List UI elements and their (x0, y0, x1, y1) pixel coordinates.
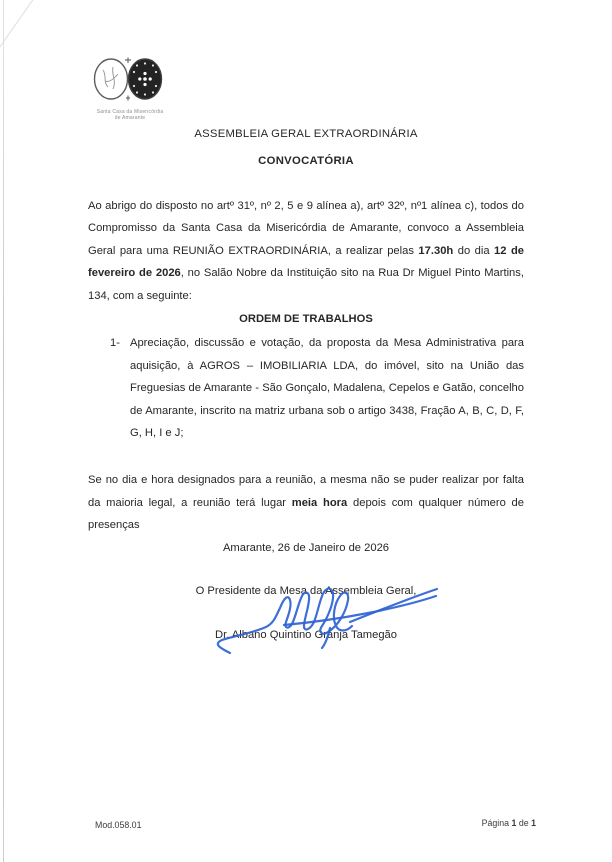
document-subtitle: CONVOCATÓRIA (258, 155, 354, 167)
logo-caption-line1: Santa Casa da Misericórdia (96, 109, 164, 115)
notice-paragraph: Se no dia e hora designados para a reunião, a mesma não se puder realizar por falta da maioria legal, a reunião terá lugar meia hora depois com qualquer número de presenças (88, 474, 524, 532)
agenda-item-text: Apreciação, discussão e votação, da proposta da Mesa Administrativa para aquisição, à AGROS – IMOBILIARIA LDA, do imóvel, sito na União das Freguesias de Amarante - São Gonçalo, Madalena, Cepelos e Gatão, concelho de Amarante, inscrito na matriz urbana sob o artigo 3438, Fração A, B, C, D, F, G, H, I e J; (130, 337, 524, 440)
footer-page-number: Página 1 de 1 (481, 818, 536, 828)
agenda-item (88, 332, 524, 444)
agenda-item-number: 1- (110, 337, 120, 350)
scan-edge-artifact (3, 0, 4, 862)
intro-paragraph: Ao abrigo do disposto no artº 31º, nº 2, 5 e 9 alínea a), artº 32º, nº1 alínea c), todos do Compromisso da Santa Casa da Misericórdia de Amarante, convoco a Assembleia Geral para uma REUNIÃO EXTRAORDINÁRIA, a realizar pelas 17.30h do dia 12 de fevereiro de 2026, no Salão Nobre da Instituição sito na Rua Dr Miguel Pinto Martins, 134, com a seguinte: (88, 200, 524, 302)
footer-doc-code: Mod.058.01 (95, 820, 142, 830)
date-line: Amarante, 26 de Janeiro de 2026 (222, 541, 390, 554)
scan-corner-artifact (0, 0, 35, 48)
document-body (88, 0, 524, 646)
agenda-heading: ORDEM DE TRABALHOS (239, 313, 373, 326)
document-title: ASSEMBLEIA GERAL EXTRAORDINÁRIA (194, 128, 418, 140)
signature-name-line: Dr. Albano Quintino Granja Tamegão (214, 629, 397, 641)
signature-block (88, 580, 524, 646)
signature-role-line: O Presidente da Mesa da Assembleia Geral, (195, 585, 417, 598)
logo-caption-line2: de Amarante (114, 115, 146, 121)
